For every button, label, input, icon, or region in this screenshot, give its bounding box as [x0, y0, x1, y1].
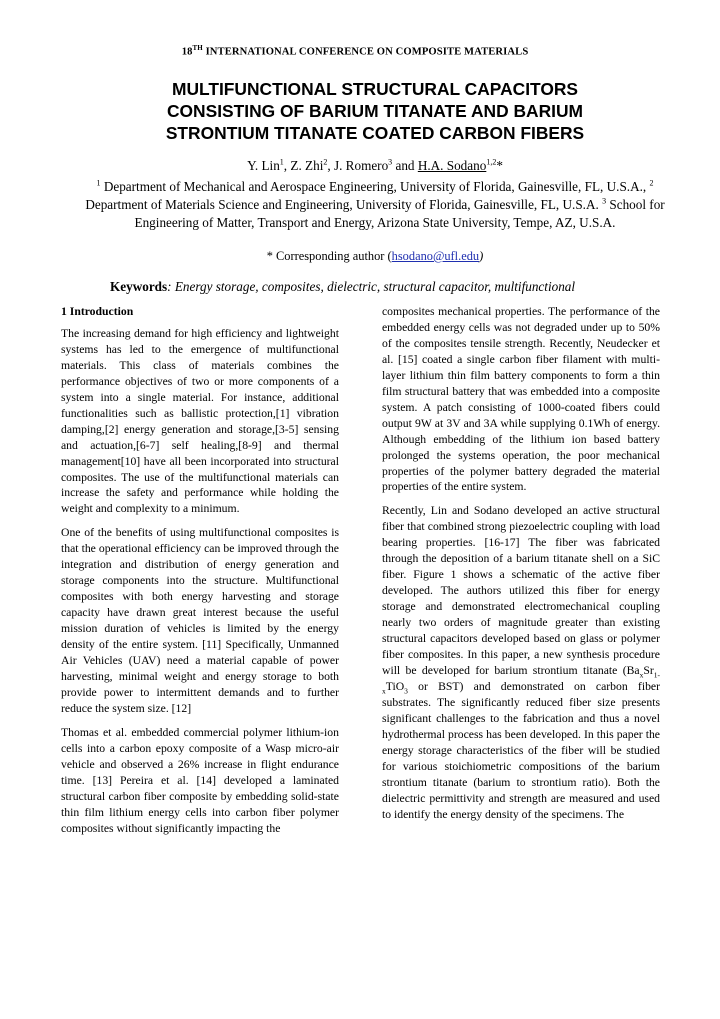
keywords-label: Keywords	[110, 279, 168, 294]
body-paragraph	[382, 503, 660, 822]
author-affiliation-mark: 3	[388, 157, 393, 167]
conference-number: 18	[181, 46, 193, 58]
author-affiliation-mark: 2	[323, 157, 328, 167]
affiliation-mark: 1	[96, 178, 101, 188]
author-name: Z. Zhi	[290, 158, 324, 173]
affiliation-text: School for Engineering of Matter, Transport and Energy, Arizona State University, Tempe, AZ, U.S.A.	[134, 197, 665, 230]
affiliations	[70, 178, 680, 232]
corresponding-prefix: * Corresponding author (	[266, 249, 392, 263]
affiliation-mark: 3	[602, 196, 607, 206]
conference-header	[0, 44, 710, 58]
author-name: Y. Lin	[247, 158, 280, 173]
keywords	[110, 279, 670, 295]
conference-name: INTERNATIONAL CONFERENCE ON COMPOSITE MATERIALS	[205, 46, 529, 58]
body-paragraph: One of the benefits of using multifunctional composites is that the operational efficiency can be improved through the integration and distribution of energy generation and storage components into the structure. Multifunctional composites with both energy harvesting and storage capacity have drawn great interest because the useful mission duration of vehicles is limited by the energy density of the entire system. [11] Specifically, Unmanned Air Vehicles (UAV) need a material capable of power harvesting, minimal weight and energy storage to both provide power to intermittent demands and to further reduce the system size. [12]	[61, 526, 339, 715]
formula-subscript: x	[639, 670, 644, 680]
title-line: CONSISTING OF BARIUM TITANATE AND BARIUM	[166, 101, 584, 121]
keywords-text: : Energy storage, composites, dielectric, structural capacitor, multifunctional	[167, 279, 576, 294]
author-list	[40, 157, 710, 174]
author-separator: ,	[283, 158, 291, 173]
paper-title	[40, 78, 710, 144]
author-separator: ,	[327, 158, 334, 173]
author-affiliation-mark: 1	[279, 157, 284, 167]
corresponding-mark: *	[496, 158, 503, 173]
title-line: MULTIFUNCTIONAL STRUCTURAL CAPACITORS	[171, 79, 579, 99]
body-paragraph: The increasing demand for high efficiency and lightweight systems has led to the emergence of multifunctional materials. This class of materials combines the performance objectives of two or more components of a system into a single material. For instance, additional functionalities such as ballistic protection,[1] vibration damping,[2] energy generation and storage,[3-5] sensing and actuation,[6-7] self healing,[8-9] and thermal management[10] have all been incorporated into structural composites. The use of the multifunctional materials can increase the safety and performance while holding the weight and complexity to a minimum.	[61, 326, 339, 516]
body-paragraph: composites mechanical properties. The performance of the embedded energy cells was not degraded under up to 50% of the composites tensile strength. Recently, Neudecker et al. [15] coated a single carbon fiber filament with multi-layer lithium thin film battery components to form a thin film structural battery that was embedded into a composite system. A patch consisting of 1000-coated fibers could output 9W at 3V and 3A while supplying 0.1Wh of energy. Although embedding of the lithium ion based battery prolonged the systems operation, the poor mechanical properties of the polymer battery degraded the material properties of the entire system.	[382, 305, 660, 494]
author-name: J. Romero	[333, 158, 389, 173]
formula-text: Sr	[643, 663, 654, 677]
author-affiliation-mark: 1,2	[486, 157, 497, 167]
corresponding-email-link[interactable]: hsodano@ufl.edu	[391, 249, 480, 263]
paragraph-text: Recently, Lin and Sodano developed an active structural fiber that combined strong piezoelectric coupling with load bearing properties. [16-17] The fiber was fabricated through the deposition of a barium titanate shell on a SiC fiber. Figure 1 shows a schematic of the active fiber developed. The authors utilized this fiber for energy storage and demonstrated electromechanical coupling nearly two orders of magnitude greater than existing structural capacitors developed based on glass or polymer fiber composites. In this paper, a new synthesis procedure will be developed for barium strontium titanate (Ba	[382, 504, 660, 677]
left-column	[61, 304, 339, 845]
formula-subscript: 3	[404, 686, 408, 696]
affiliation-text: Department of Mechanical and Aerospace Engineering, University of Florida, Gainesville, FL, U.S.A.,	[100, 179, 650, 194]
affiliation-text: Department of Materials Science and Engineering, University of Florida, Gainesville, FL, U.S.A.	[85, 197, 603, 212]
formula-subscript: 1-x	[382, 670, 660, 696]
affiliation-mark: 2	[649, 178, 654, 188]
conference-number-suffix: TH	[192, 44, 203, 52]
corresponding-author-name: H.A. Sodano	[417, 158, 487, 173]
title-line: STRONTIUM TITANATE COATED CARBON FIBERS	[165, 123, 585, 143]
corresponding-author	[40, 249, 710, 264]
section-heading: 1 Introduction	[61, 305, 134, 318]
corresponding-suffix: )	[479, 249, 484, 263]
right-column	[382, 304, 660, 831]
paragraph-text: or BST) and demonstrated on carbon fiber substrates. The significantly reduced fiber size presents significant challenges to the fabrication and thus a novel hydrothermal process has been developed. In this paper the energy storage characteristics of the fiber will be studied for various stoichiometric compositions of the barium strontium titanate (barium to strontium ratio). Both the dielectric permittivity and strength are measured and used to identify the energy density of the specimens. The	[382, 679, 660, 821]
formula-text: TiO	[385, 679, 405, 693]
body-paragraph: Thomas et al. embedded commercial polymer lithium-ion cells into a carbon epoxy composite of a Wasp micro-air vehicle and observed a 26% increase in flight endurance time. [13] Pereira et al. [14] developed a laminated structural carbon fiber composite by embedding solid-state thin film lithium energy cells into carbon fiber polymer composites without significantly impacting the	[61, 725, 339, 835]
author-separator: and	[392, 158, 418, 173]
